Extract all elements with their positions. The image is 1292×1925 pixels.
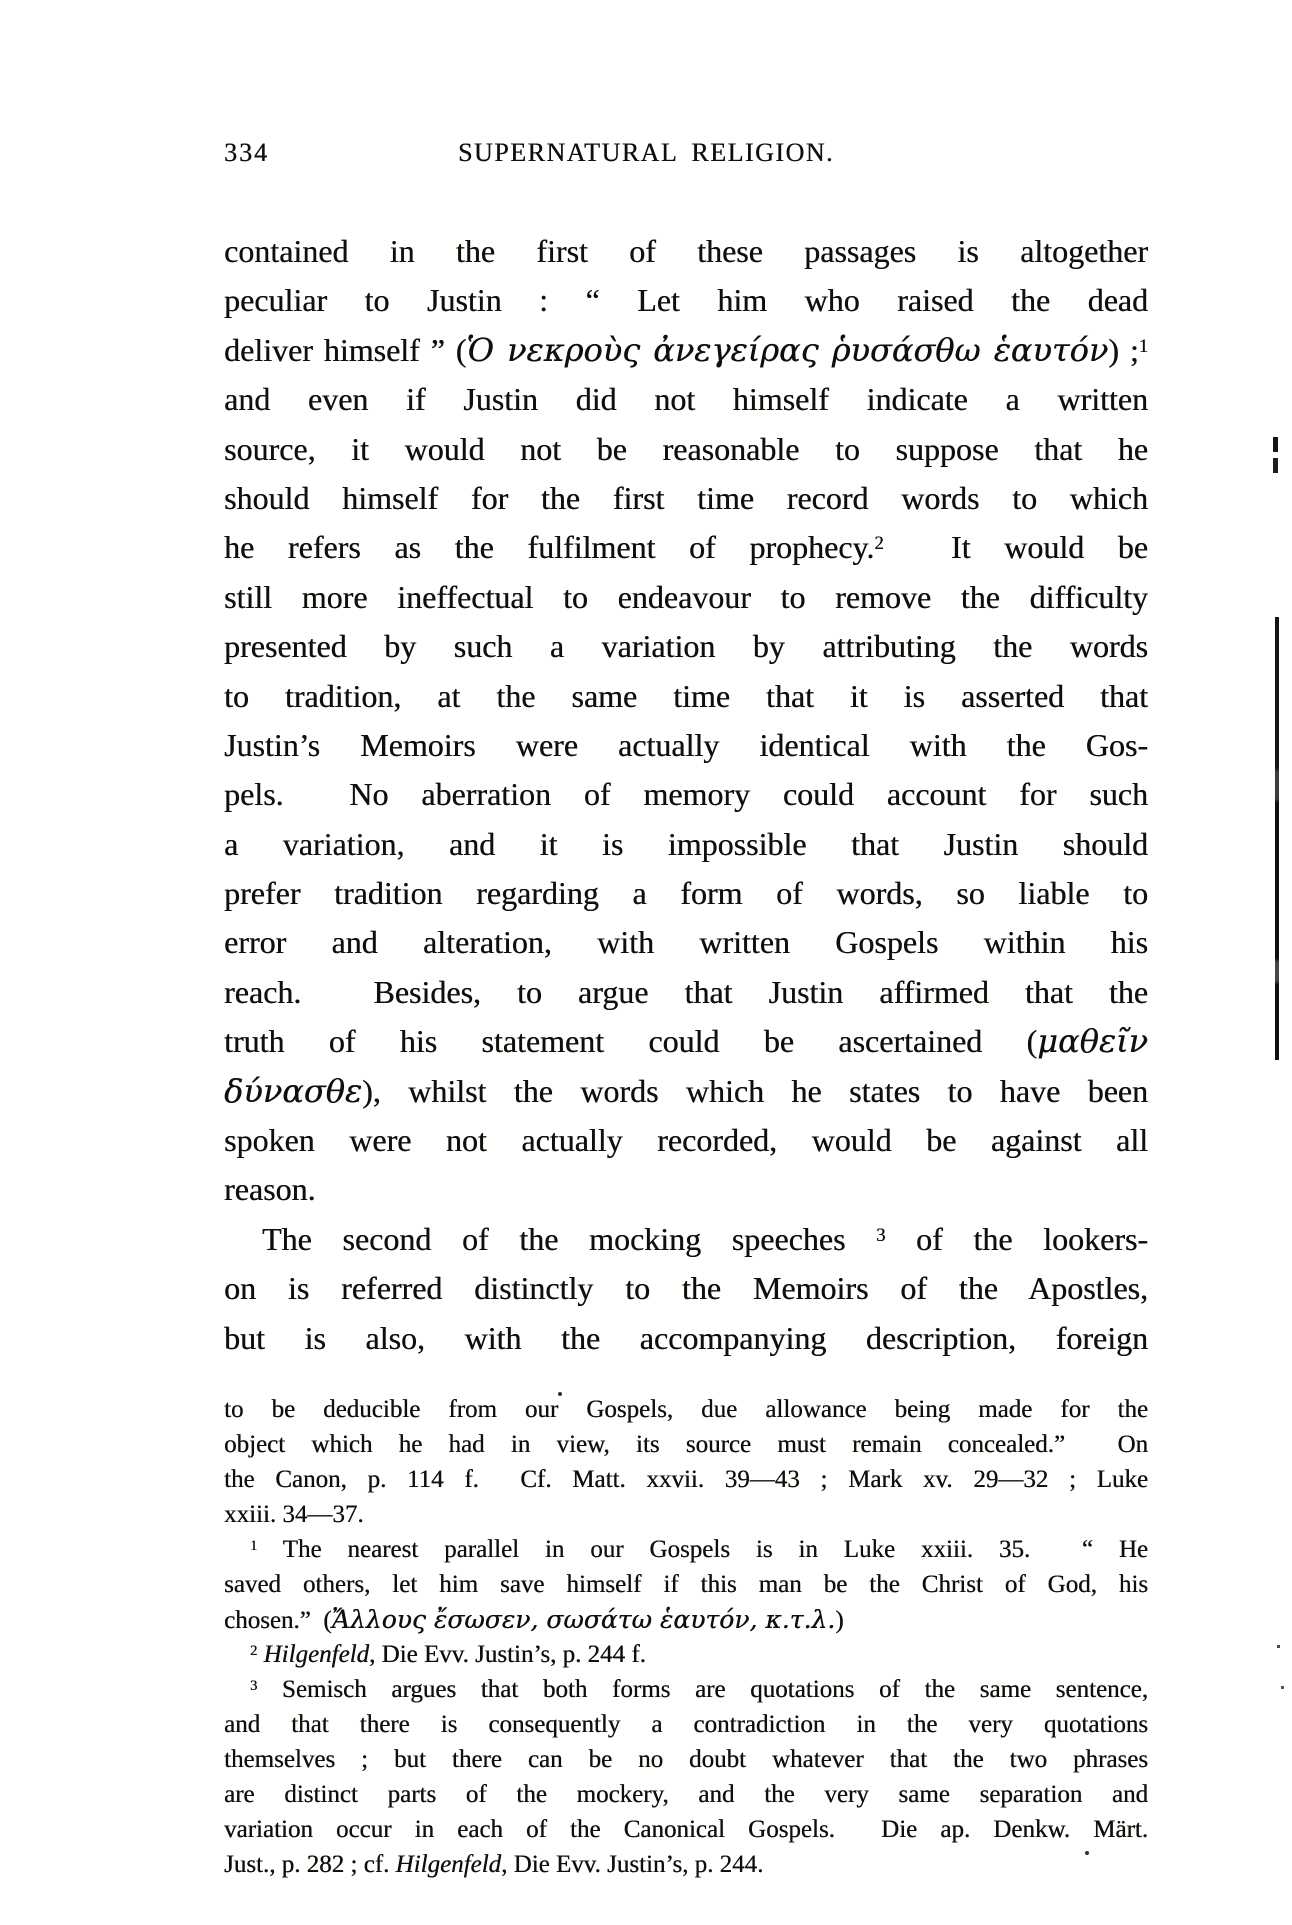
text-line: to tradition, at the same time that it is asserted that	[224, 677, 1148, 714]
scan-mark-dash-1	[1273, 437, 1278, 452]
text-line: chosen.” (Ἄλλους ἔσωσεν, σωσάτω ἑαυτόν, κ.τ.λ.)	[224, 1605, 844, 1634]
text-line: reason.	[224, 1171, 316, 1208]
page-header-title: SUPERNATURAL RELIGION.	[457, 138, 835, 167]
footnotes-block	[224, 1392, 1148, 1882]
scan-mark-dot-2	[558, 1392, 562, 1396]
text-line: $^3$ Semisch argues that both forms are quotations of the same sentence,	[250, 1676, 1148, 1703]
text-line: and that there is consequently a contradiction in the very quotations	[224, 1711, 1148, 1738]
text-line: he refers as the fulfilment of prophecy.$^2$ It would be	[224, 529, 1148, 566]
text-line: object which he had in view, its source must remain concealed.” On	[224, 1431, 1148, 1458]
text-line: should himself for the first time record words to which	[224, 479, 1148, 516]
text-line: the Canon, p. 114 f. Cf. Matt. xxvii. 39—43 ; Mark xv. 29—32 ; Luke	[224, 1466, 1148, 1493]
text-line: and even if Justin did not himself indicate a written	[224, 381, 1148, 418]
scan-mark-speck-2	[1281, 1686, 1284, 1689]
text-line: prefer tradition regarding a form of words, so liable to	[224, 875, 1148, 912]
text-line: presented by such a variation by attributing the words	[224, 628, 1148, 665]
text-line: $^2$ Hilgenfeld, Die Evv. Justin’s, p. 244 f.	[250, 1641, 646, 1668]
text-line: Just., p. 282 ; cf. Hilgenfeld, Die Evv. Justin’s, p. 244.	[224, 1851, 764, 1878]
text-line: Justin’s Memoirs were actually identical with the Gos-	[224, 726, 1148, 763]
text-line: error and alteration, with written Gospels within his	[224, 924, 1148, 961]
text-line: on is referred distinctly to the Memoirs of the Apostles,	[224, 1270, 1148, 1307]
text-line: truth of his statement could be ascertained (μαθεῖν	[224, 1022, 1148, 1061]
scan-mark-vertical-line	[1275, 617, 1279, 1060]
text-line: The second of the mocking speeches $^3$ of the lookers-	[262, 1220, 1148, 1257]
text-line: a variation, and it is impossible that Justin should	[224, 825, 1148, 862]
text-line: still more ineffectual to endeavour to remove the difficulty	[224, 578, 1148, 615]
text-line: peculiar to Justin : “ Let him who raised the dead	[224, 282, 1148, 319]
text-line: deliver himself ” (Ὁ νεκροὺς ἀνεγείρας ῥυσάσθω ἑαυτόν) ;$^1$	[224, 330, 1148, 369]
text-line: variation occur in each of the Canonical Gospels. Die ap. Denkw. Märt.	[224, 1816, 1148, 1843]
text-line: contained in the first of these passages is altogether	[224, 233, 1148, 269]
text-line: themselves ; but there can be no doubt whatever that the two phrases	[224, 1746, 1148, 1773]
page-number: 334	[224, 138, 269, 167]
text-line: pels. No aberration of memory could account for such	[224, 776, 1148, 813]
scan-mark-dot-1	[1085, 1851, 1089, 1855]
text-line: δύνασθε), whilst the words which he states to have been	[224, 1071, 1148, 1110]
text-line: but is also, with the accompanying description, foreign	[224, 1319, 1148, 1356]
text-line: source, it would not be reasonable to suppose that he	[224, 430, 1148, 467]
text-line: xxiii. 34—37.	[224, 1501, 364, 1528]
text-line: $^1$ The nearest parallel in our Gospels is in Luke xxiii. 35. “ He	[250, 1536, 1148, 1563]
scan-mark-speck-1	[1277, 1645, 1280, 1648]
text-line: reach. Besides, to argue that Justin affirmed that the	[224, 973, 1148, 1010]
main-text-block	[224, 227, 1148, 1363]
scan-mark-dash-2	[1273, 458, 1278, 473]
text-line: are distinct parts of the mockery, and the very same separation and	[224, 1781, 1148, 1808]
text-line: to be deducible from our Gospels, due allowance being made for the	[224, 1396, 1148, 1423]
text-line: spoken were not actually recorded, would be against all	[224, 1122, 1148, 1159]
text-line: saved others, let him save himself if this man be the Christ of God, his	[224, 1571, 1148, 1598]
